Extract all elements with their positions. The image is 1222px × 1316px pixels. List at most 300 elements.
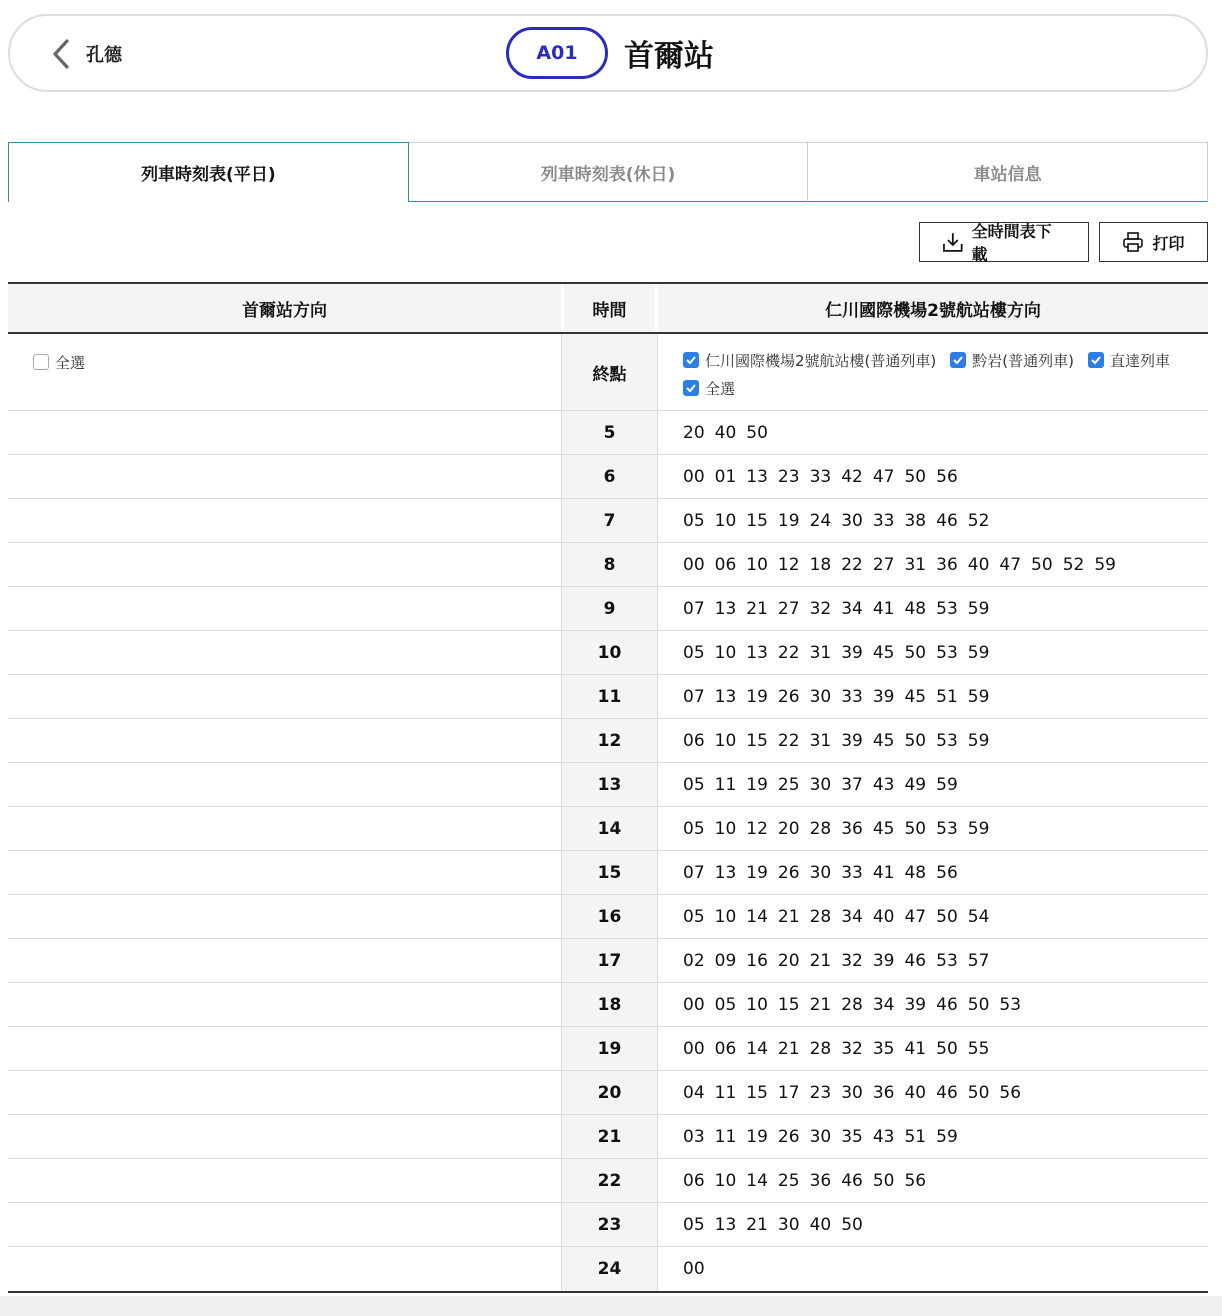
departure-minute: 50 bbox=[904, 730, 927, 751]
departure-minute: 21 bbox=[746, 1214, 768, 1235]
departure-minute: 59 bbox=[967, 686, 990, 707]
departure-minute: 50 bbox=[967, 1082, 990, 1103]
departure-minute: 28 bbox=[809, 818, 832, 839]
departure-minute: 05 bbox=[683, 906, 705, 927]
departure-minute: 53 bbox=[936, 598, 958, 619]
departure-minute: 53 bbox=[999, 994, 1022, 1015]
left-select-all-label: 全選 bbox=[55, 353, 86, 372]
departure-minute: 50 bbox=[967, 994, 990, 1015]
table-row bbox=[8, 543, 1208, 587]
table-row bbox=[8, 411, 1208, 455]
incheon-direction-times bbox=[658, 587, 1208, 630]
departure-minute: 50 bbox=[904, 466, 927, 487]
incheon-direction-times bbox=[658, 807, 1208, 850]
departure-minute: 59 bbox=[967, 818, 990, 839]
departure-minute: 27 bbox=[777, 598, 800, 619]
table-row bbox=[8, 1071, 1208, 1115]
hour-cell: 10 bbox=[561, 631, 658, 674]
seoul-direction-times bbox=[8, 499, 561, 542]
departure-minute: 30 bbox=[777, 1214, 800, 1235]
departure-minute: 45 bbox=[872, 818, 895, 839]
departure-minute: 48 bbox=[904, 862, 927, 883]
table-row bbox=[8, 1203, 1208, 1247]
departure-minute: 28 bbox=[809, 906, 832, 927]
departure-minute: 31 bbox=[809, 730, 832, 751]
departure-minute: 13 bbox=[746, 466, 768, 487]
tab-weekday-timetable[interactable]: 列車時刻表(平日) bbox=[8, 142, 409, 202]
departure-minute: 06 bbox=[714, 554, 737, 575]
incheon-direction-times bbox=[658, 851, 1208, 894]
filter-express-train[interactable] bbox=[1088, 346, 1170, 374]
incheon-direction-times bbox=[658, 455, 1208, 498]
departure-minute: 21 bbox=[777, 1038, 800, 1059]
departure-minute: 31 bbox=[904, 554, 927, 575]
departure-minute: 23 bbox=[777, 466, 800, 487]
hour-cell: 20 bbox=[561, 1071, 658, 1114]
back-button[interactable] bbox=[50, 38, 122, 70]
departure-minute: 30 bbox=[841, 1082, 863, 1103]
seoul-direction-times bbox=[8, 763, 561, 806]
checkbox-unchecked-icon bbox=[33, 354, 49, 370]
station-name: 首爾站 bbox=[624, 39, 714, 74]
departure-minute: 59 bbox=[967, 642, 990, 663]
departure-minute: 20 bbox=[777, 818, 800, 839]
departure-minute: 35 bbox=[872, 1038, 895, 1059]
departure-minute: 15 bbox=[777, 994, 800, 1015]
departure-minute: 48 bbox=[904, 598, 927, 619]
departure-minute: 36 bbox=[872, 1082, 895, 1103]
seoul-direction-times bbox=[8, 455, 561, 498]
filter-label: 直達列車 bbox=[1109, 351, 1170, 370]
incheon-direction-times bbox=[658, 1115, 1208, 1158]
departure-minute: 13 bbox=[714, 686, 737, 707]
departure-minute: 43 bbox=[872, 1126, 895, 1147]
departure-minute: 53 bbox=[936, 950, 958, 971]
departure-minute: 25 bbox=[777, 1170, 800, 1191]
seoul-direction-times bbox=[8, 411, 561, 454]
line-code-badge: A01 bbox=[506, 27, 608, 79]
checkbox-checked-icon bbox=[683, 352, 699, 368]
departure-minute: 47 bbox=[872, 466, 895, 487]
departure-minute: 26 bbox=[777, 686, 800, 707]
departure-minute: 38 bbox=[904, 510, 927, 531]
seoul-direction-times bbox=[8, 543, 561, 586]
departure-minute: 50 bbox=[746, 422, 768, 443]
departure-minute: 04 bbox=[683, 1082, 705, 1103]
departure-minute: 55 bbox=[967, 1038, 990, 1059]
departure-minute: 53 bbox=[936, 642, 958, 663]
departure-minute: 11 bbox=[714, 1082, 737, 1103]
departure-minute: 21 bbox=[777, 906, 800, 927]
departure-minute: 06 bbox=[683, 730, 705, 751]
departure-minute: 19 bbox=[777, 510, 800, 531]
departure-minute: 07 bbox=[683, 598, 705, 619]
seoul-direction-times bbox=[8, 675, 561, 718]
table-row bbox=[8, 807, 1208, 851]
departure-minute: 24 bbox=[809, 510, 832, 531]
departure-minute: 07 bbox=[683, 862, 705, 883]
departure-minute: 26 bbox=[777, 862, 800, 883]
departure-minute: 30 bbox=[809, 686, 832, 707]
table-row bbox=[8, 1159, 1208, 1203]
departure-minute: 39 bbox=[904, 994, 927, 1015]
departure-minute: 46 bbox=[936, 994, 958, 1015]
departure-minute: 59 bbox=[936, 1126, 958, 1147]
departure-minute: 32 bbox=[841, 950, 863, 971]
departure-minute: 06 bbox=[714, 1038, 737, 1059]
filter-geomam-local[interactable] bbox=[950, 346, 1074, 374]
filter-select-all[interactable] bbox=[683, 374, 735, 402]
direction-seoul-header: 首爾站方向 bbox=[242, 300, 327, 321]
departure-minute: 33 bbox=[841, 686, 863, 707]
departure-minute: 36 bbox=[936, 554, 958, 575]
seoul-direction-times bbox=[8, 939, 561, 982]
terminal-filter-row bbox=[8, 334, 1208, 411]
departure-minute: 33 bbox=[809, 466, 832, 487]
departure-minute: 59 bbox=[967, 730, 990, 751]
incheon-direction-times bbox=[658, 411, 1208, 454]
departure-minute: 50 bbox=[904, 642, 927, 663]
departure-minute: 21 bbox=[746, 598, 768, 619]
seoul-direction-times bbox=[8, 719, 561, 762]
checkbox-checked-icon bbox=[950, 352, 966, 368]
departure-minute: 21 bbox=[809, 994, 832, 1015]
departure-minute: 14 bbox=[746, 906, 768, 927]
incheon-direction-times bbox=[658, 763, 1208, 806]
hour-cell: 8 bbox=[561, 543, 658, 586]
departure-minute: 05 bbox=[683, 510, 705, 531]
departure-minute: 40 bbox=[904, 1082, 927, 1103]
filter-label: 黔岩(普通列車) bbox=[972, 351, 1074, 370]
incheon-direction-times bbox=[658, 631, 1208, 674]
seoul-direction-times bbox=[8, 807, 561, 850]
hour-cell: 23 bbox=[561, 1203, 658, 1246]
departure-minute: 05 bbox=[683, 818, 705, 839]
departure-minute: 33 bbox=[841, 862, 863, 883]
departure-minute: 15 bbox=[746, 1082, 768, 1103]
departure-minute: 00 bbox=[683, 1038, 705, 1059]
departure-minute: 54 bbox=[967, 906, 990, 927]
table-row bbox=[8, 895, 1208, 939]
hour-cell: 9 bbox=[561, 587, 658, 630]
table-row bbox=[8, 851, 1208, 895]
table-row bbox=[8, 719, 1208, 763]
departure-minute: 59 bbox=[936, 774, 958, 795]
departure-minute: 53 bbox=[936, 730, 958, 751]
incheon-direction-times bbox=[658, 675, 1208, 718]
departure-minute: 49 bbox=[904, 774, 927, 795]
download-icon bbox=[942, 231, 964, 253]
departure-minute: 13 bbox=[714, 1214, 737, 1235]
departure-minute: 31 bbox=[809, 642, 832, 663]
departure-minute: 59 bbox=[967, 598, 990, 619]
departure-minute: 13 bbox=[714, 598, 737, 619]
departure-minute: 14 bbox=[746, 1038, 768, 1059]
departure-minute: 22 bbox=[841, 554, 863, 575]
departure-minute: 28 bbox=[809, 1038, 832, 1059]
departure-minute: 46 bbox=[904, 950, 927, 971]
departure-minute: 21 bbox=[809, 950, 832, 971]
departure-minute: 07 bbox=[683, 686, 705, 707]
incheon-direction-times bbox=[658, 983, 1208, 1026]
checkbox-checked-icon bbox=[683, 380, 699, 396]
departure-minute: 10 bbox=[714, 818, 737, 839]
hour-cell: 16 bbox=[561, 895, 658, 938]
departure-minute: 50 bbox=[936, 1038, 958, 1059]
timetable bbox=[8, 282, 1208, 1293]
filter-label: 全選 bbox=[705, 379, 736, 398]
hour-cell: 18 bbox=[561, 983, 658, 1026]
hour-cell: 15 bbox=[561, 851, 658, 894]
departure-minute: 53 bbox=[936, 818, 958, 839]
departure-minute: 13 bbox=[714, 862, 737, 883]
hour-cell: 22 bbox=[561, 1159, 658, 1202]
terminal-filter-list bbox=[683, 346, 1208, 402]
table-row bbox=[8, 1027, 1208, 1071]
departure-minute: 41 bbox=[904, 1038, 927, 1059]
table-row bbox=[8, 939, 1208, 983]
right-filter-cell bbox=[658, 334, 1208, 410]
time-rows bbox=[8, 411, 1208, 1291]
departure-minute: 57 bbox=[967, 950, 990, 971]
departure-minute: 40 bbox=[714, 422, 737, 443]
departure-minute: 09 bbox=[714, 950, 737, 971]
departure-minute: 25 bbox=[777, 774, 800, 795]
departure-minute: 52 bbox=[967, 510, 990, 531]
departure-minute: 46 bbox=[936, 510, 958, 531]
table-row bbox=[8, 1247, 1208, 1291]
terminal-label: 終點 bbox=[561, 334, 658, 410]
departure-minute: 50 bbox=[1031, 554, 1053, 575]
table-row bbox=[8, 587, 1208, 631]
departure-minute: 39 bbox=[841, 642, 863, 663]
departure-minute: 32 bbox=[809, 598, 832, 619]
departure-minute: 45 bbox=[872, 642, 895, 663]
departure-minute: 36 bbox=[841, 818, 863, 839]
timetable-tabs bbox=[8, 142, 1208, 202]
departure-minute: 33 bbox=[872, 510, 895, 531]
table-row bbox=[8, 631, 1208, 675]
departure-minute: 05 bbox=[683, 642, 705, 663]
departure-minute: 39 bbox=[872, 950, 895, 971]
timetable-header-row bbox=[8, 284, 1208, 334]
incheon-direction-times bbox=[658, 719, 1208, 762]
departure-minute: 00 bbox=[683, 994, 705, 1015]
departure-minute: 30 bbox=[809, 774, 832, 795]
seoul-direction-times bbox=[8, 983, 561, 1026]
departure-minute: 39 bbox=[872, 686, 895, 707]
hour-cell: 7 bbox=[561, 499, 658, 542]
departure-minute: 34 bbox=[841, 598, 863, 619]
departure-minute: 22 bbox=[777, 730, 800, 751]
tab-station-info[interactable]: 車站信息 bbox=[808, 142, 1208, 202]
departure-minute: 30 bbox=[809, 1126, 832, 1147]
departure-minute: 30 bbox=[841, 510, 863, 531]
departure-minute: 51 bbox=[904, 1126, 927, 1147]
hour-cell: 11 bbox=[561, 675, 658, 718]
departure-minute: 43 bbox=[872, 774, 895, 795]
chevron-left-icon bbox=[50, 38, 72, 70]
departure-minute: 50 bbox=[872, 1170, 895, 1191]
departure-minute: 15 bbox=[746, 730, 768, 751]
departure-minute: 27 bbox=[872, 554, 895, 575]
seoul-direction-times bbox=[8, 1115, 561, 1158]
departure-minute: 13 bbox=[746, 642, 768, 663]
departure-minute: 05 bbox=[683, 1214, 705, 1235]
hour-cell: 24 bbox=[561, 1247, 658, 1291]
departure-minute: 19 bbox=[746, 1126, 768, 1147]
departure-minute: 16 bbox=[746, 950, 768, 971]
departure-minute: 30 bbox=[809, 862, 832, 883]
incheon-direction-times bbox=[658, 543, 1208, 586]
departure-minute: 34 bbox=[872, 994, 895, 1015]
printer-icon bbox=[1122, 231, 1144, 253]
departure-minute: 10 bbox=[746, 554, 768, 575]
departure-minute: 10 bbox=[746, 994, 768, 1015]
departure-minute: 12 bbox=[746, 818, 768, 839]
departure-minute: 12 bbox=[777, 554, 800, 575]
seoul-direction-times bbox=[8, 1071, 561, 1114]
departure-minute: 40 bbox=[809, 1214, 832, 1235]
hour-cell: 14 bbox=[561, 807, 658, 850]
departure-minute: 56 bbox=[936, 862, 958, 883]
left-filter-cell bbox=[8, 334, 561, 410]
seoul-direction-times bbox=[8, 1159, 561, 1202]
departure-minute: 46 bbox=[936, 1082, 958, 1103]
departure-minute: 26 bbox=[777, 1126, 800, 1147]
incheon-direction-times bbox=[658, 1247, 1208, 1291]
download-button-label: 全時間表下載 bbox=[971, 222, 1052, 264]
departure-minute: 19 bbox=[746, 686, 768, 707]
departure-minute: 11 bbox=[714, 774, 737, 795]
departure-minute: 00 bbox=[683, 466, 705, 487]
departure-minute: 35 bbox=[841, 1126, 863, 1147]
seoul-direction-times bbox=[8, 851, 561, 894]
incheon-direction-times bbox=[658, 1027, 1208, 1070]
departure-minute: 50 bbox=[904, 818, 927, 839]
departure-minute: 19 bbox=[746, 774, 768, 795]
departure-minute: 37 bbox=[841, 774, 863, 795]
departure-minute: 20 bbox=[777, 950, 800, 971]
departure-minute: 19 bbox=[746, 862, 768, 883]
table-row bbox=[8, 675, 1208, 719]
departure-minute: 10 bbox=[714, 730, 737, 751]
download-all-timetable-button[interactable] bbox=[919, 222, 1089, 262]
departure-minute: 10 bbox=[714, 510, 737, 531]
hour-cell: 17 bbox=[561, 939, 658, 982]
checkbox-checked-icon bbox=[1088, 352, 1104, 368]
tab-holiday-timetable[interactable]: 列車時刻表(休日) bbox=[409, 142, 809, 202]
departure-minute: 10 bbox=[714, 906, 737, 927]
toolbar bbox=[919, 222, 1208, 262]
hour-cell: 13 bbox=[561, 763, 658, 806]
incheon-direction-times bbox=[658, 1071, 1208, 1114]
footer-strip bbox=[0, 1296, 1222, 1316]
departure-minute: 00 bbox=[683, 554, 705, 575]
print-button[interactable] bbox=[1099, 222, 1208, 262]
departure-minute: 39 bbox=[841, 730, 863, 751]
departure-minute: 28 bbox=[841, 994, 863, 1015]
departure-minute: 22 bbox=[777, 642, 800, 663]
departure-minute: 41 bbox=[872, 862, 895, 883]
filter-incheon-t2-local[interactable] bbox=[683, 346, 936, 374]
table-row bbox=[8, 455, 1208, 499]
station-title-group bbox=[506, 27, 714, 79]
direction-incheon-header: 仁川國際機場2號航站樓方向 bbox=[825, 300, 1041, 321]
print-button-label: 打印 bbox=[1152, 233, 1185, 253]
incheon-direction-times bbox=[658, 1159, 1208, 1202]
departure-minute: 10 bbox=[714, 1170, 737, 1191]
departure-minute: 40 bbox=[967, 554, 990, 575]
departure-minute: 01 bbox=[714, 466, 737, 487]
previous-station-label: 孔德 bbox=[86, 45, 122, 66]
seoul-direction-times bbox=[8, 631, 561, 674]
departure-minute: 52 bbox=[1062, 554, 1085, 575]
filter-label: 仁川國際機場2號航站樓(普通列車) bbox=[705, 351, 937, 370]
table-row bbox=[8, 983, 1208, 1027]
seoul-direction-times bbox=[8, 895, 561, 938]
departure-minute: 50 bbox=[936, 906, 958, 927]
hour-cell: 12 bbox=[561, 719, 658, 762]
departure-minute: 02 bbox=[683, 950, 705, 971]
departure-minute: 46 bbox=[841, 1170, 863, 1191]
departure-minute: 56 bbox=[999, 1082, 1022, 1103]
table-row bbox=[8, 1115, 1208, 1159]
hour-cell: 21 bbox=[561, 1115, 658, 1158]
hour-column-header: 時間 bbox=[561, 284, 658, 332]
departure-minute: 10 bbox=[714, 642, 737, 663]
departure-minute: 17 bbox=[777, 1082, 800, 1103]
departure-minute: 14 bbox=[746, 1170, 768, 1191]
left-select-all-checkbox[interactable] bbox=[33, 348, 85, 376]
table-row bbox=[8, 763, 1208, 807]
departure-minute: 23 bbox=[809, 1082, 832, 1103]
departure-minute: 05 bbox=[714, 994, 737, 1015]
incheon-direction-times bbox=[658, 939, 1208, 982]
seoul-direction-times bbox=[8, 1027, 561, 1070]
departure-minute: 51 bbox=[936, 686, 958, 707]
departure-minute: 05 bbox=[683, 774, 705, 795]
departure-minute: 47 bbox=[999, 554, 1022, 575]
seoul-direction-times bbox=[8, 1203, 561, 1246]
departure-minute: 47 bbox=[904, 906, 927, 927]
departure-minute: 59 bbox=[1094, 554, 1116, 575]
hour-cell: 19 bbox=[561, 1027, 658, 1070]
departure-minute: 11 bbox=[714, 1126, 737, 1147]
table-row bbox=[8, 499, 1208, 543]
incheon-direction-times bbox=[658, 1203, 1208, 1246]
departure-minute: 06 bbox=[683, 1170, 705, 1191]
seoul-direction-times bbox=[8, 1247, 561, 1291]
departure-minute: 00 bbox=[683, 1259, 705, 1279]
departure-minute: 45 bbox=[904, 686, 927, 707]
departure-minute: 45 bbox=[872, 730, 895, 751]
departure-minute: 56 bbox=[936, 466, 958, 487]
hour-cell: 5 bbox=[561, 411, 658, 454]
seoul-direction-times bbox=[8, 587, 561, 630]
departure-minute: 15 bbox=[746, 510, 768, 531]
departure-minute: 32 bbox=[841, 1038, 863, 1059]
departure-minute: 41 bbox=[872, 598, 895, 619]
departure-minute: 50 bbox=[841, 1214, 863, 1235]
incheon-direction-times bbox=[658, 499, 1208, 542]
departure-minute: 56 bbox=[904, 1170, 927, 1191]
departure-minute: 03 bbox=[683, 1126, 705, 1147]
departure-minute: 18 bbox=[809, 554, 832, 575]
departure-minute: 34 bbox=[841, 906, 863, 927]
hour-cell: 6 bbox=[561, 455, 658, 498]
departure-minute: 36 bbox=[809, 1170, 832, 1191]
